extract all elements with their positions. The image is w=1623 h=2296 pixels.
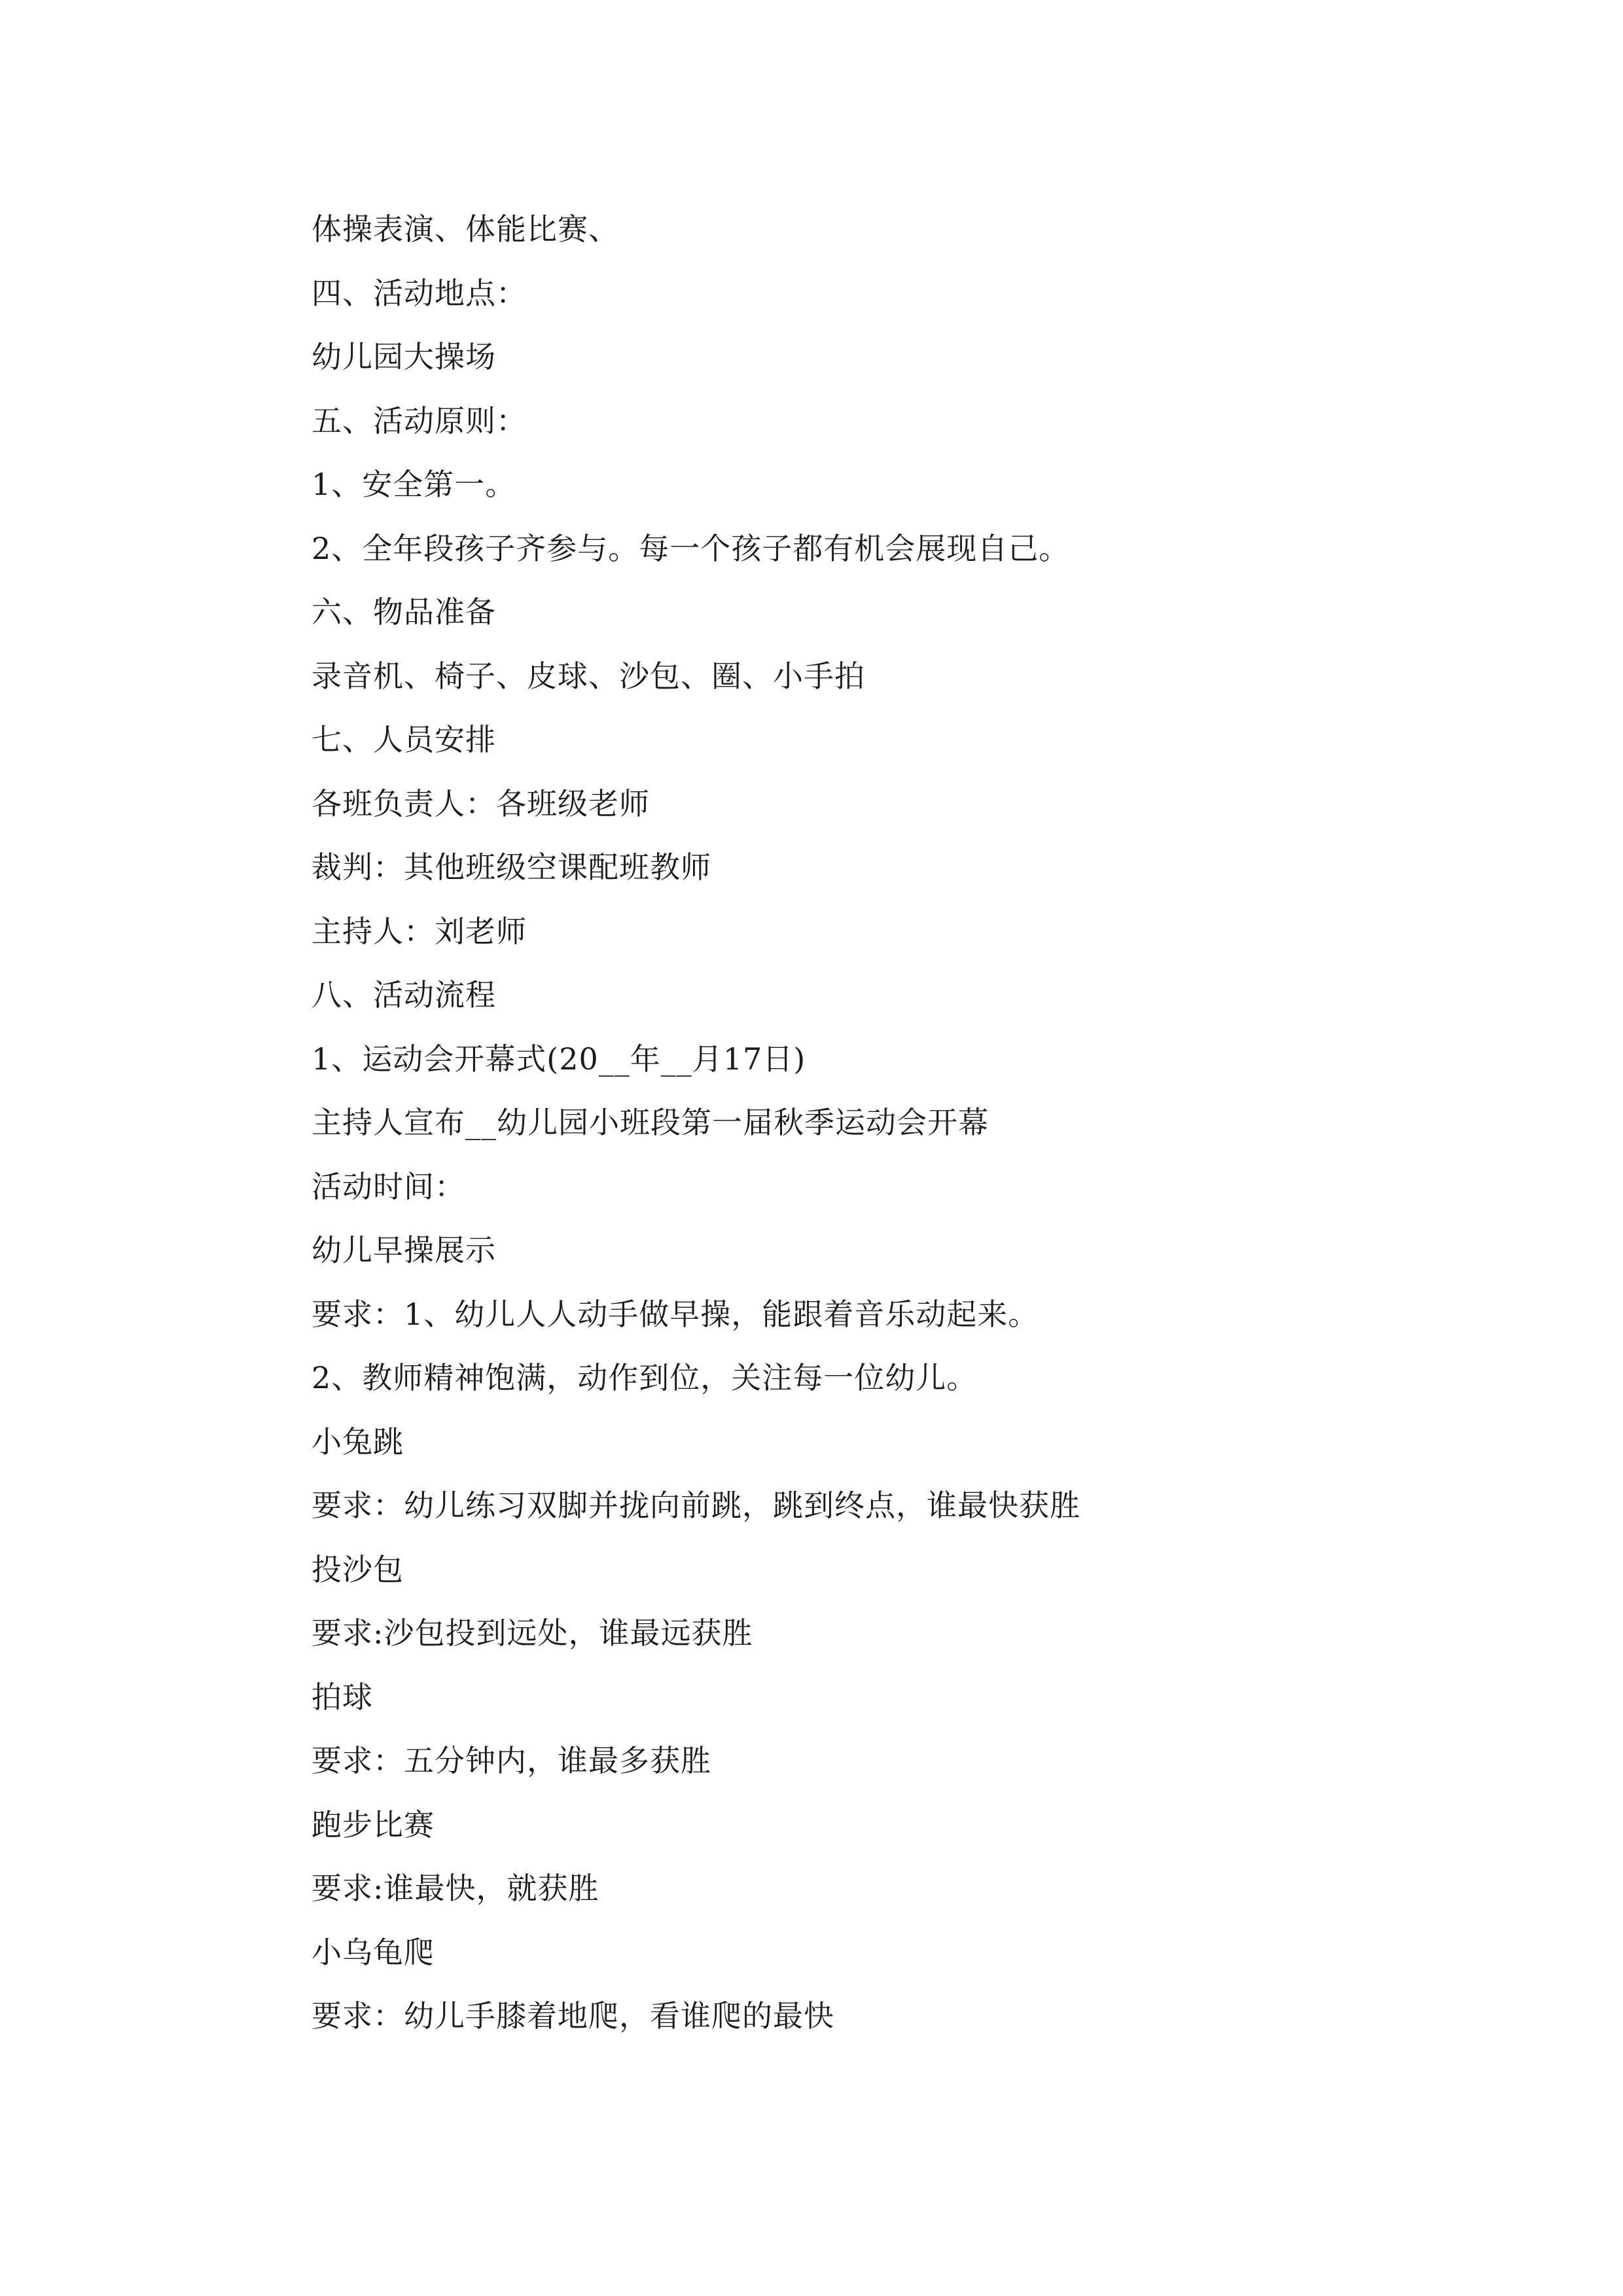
text-line: 跑步比赛 — [312, 1806, 435, 1842]
text-line: 主持人宣布__幼儿园小班段第一届秋季运动会开幕 — [312, 1105, 989, 1140]
text-line: 要求:沙包投到远处，谁最远获胜 — [312, 1615, 753, 1651]
text-line: 2、全年段孩子齐参与。每一个孩子都有机会展现自己。 — [312, 530, 1070, 566]
text-line: 活动时间： — [312, 1168, 465, 1204]
text-line: 幼儿园大操场 — [312, 339, 496, 374]
text-line: 要求:谁最快，就获胜 — [312, 1871, 599, 1906]
section-heading-process: 八、活动流程 — [312, 977, 496, 1013]
text-line: 拍球 — [312, 1679, 373, 1715]
text-line: 1、运动会开幕式(20__年__月17日) — [312, 1041, 806, 1077]
text-line: 要求：五分钟内，谁最多获胜 — [312, 1743, 711, 1778]
text-line: 小乌龟爬 — [312, 1934, 435, 1970]
text-line: 录音机、椅子、皮球、沙包、圈、小手拍 — [312, 658, 865, 694]
text-line: 要求：1、幼儿人人动手做早操，能跟着音乐动起来。 — [312, 1296, 1039, 1332]
section-heading-staff: 七、人员安排 — [312, 722, 496, 757]
text-line: 要求：幼儿练习双脚并拢向前跳，跳到终点，谁最快获胜 — [312, 1488, 1080, 1523]
text-line: 幼儿早操展示 — [312, 1232, 496, 1268]
text-line: 2、教师精神饱满，动作到位，关注每一位幼儿。 — [312, 1360, 978, 1395]
text-line: 要求：幼儿手膝着地爬，看谁爬的最快 — [312, 1998, 834, 2034]
section-heading-location: 四、活动地点： — [312, 275, 527, 311]
text-line: 投沙包 — [312, 1551, 404, 1587]
text-line: 裁判：其他班级空课配班教师 — [312, 850, 711, 885]
document-body — [312, 198, 1424, 2049]
section-heading-materials: 六、物品准备 — [312, 594, 496, 630]
text-line: 主持人：刘老师 — [312, 913, 527, 949]
text-line: 小兔跳 — [312, 1424, 404, 1460]
section-heading-principles: 五、活动原则： — [312, 403, 527, 439]
text-line: 1、安全第一。 — [312, 467, 516, 502]
text-line: 各班负责人：各班级老师 — [312, 785, 650, 821]
text-line: 体操表演、体能比赛、 — [312, 211, 619, 247]
